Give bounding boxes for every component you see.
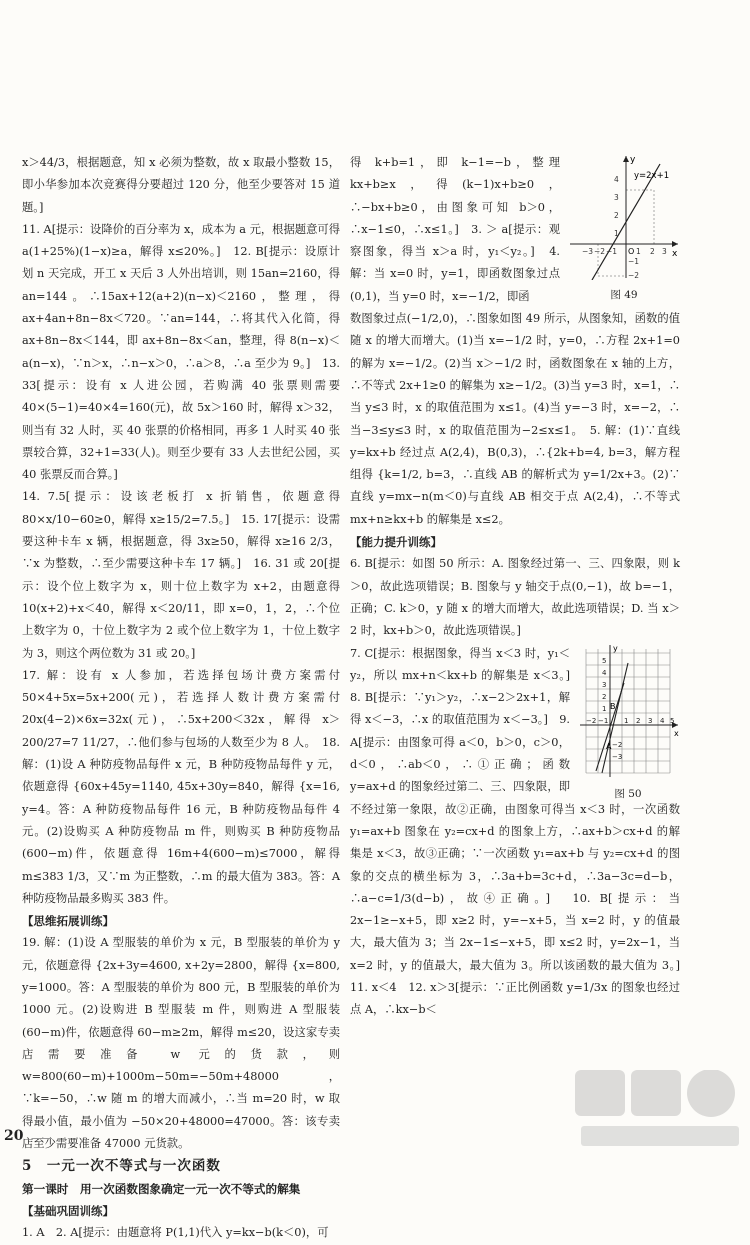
answer-paragraph: 数图象过点(−1/2,0)，∴图象如图 49 所示，从图象知，函数的值随 x 的增大而增大。(1)当 x=−1/2 时，y=0，∴方程 2x+1=0 的解为 x=−1/2。(2)当 x＞−1/2 时，函数图象在 x 轴的上方，∴不等式 2x+1≥0 的解集为 x≥−1/2。(3)当 y=3 时，x=1，∴当 y≤3 时，x 的取值范围为 x≤1。(4)当 y=−3 时，x=−2，∴当−3≤y≤3 时，x 的取值范围为−2≤x≤1。 5. 解：(1)∵直线 y=kx+b 经过点 A(2,4)，B(0,3)，∴{2k+b=4, b=3，解方程组得 {k=1/2, b=3，∴直线 AB 的解析式为 y=1/2x+3。(2)∵直线 y=mx−n(m＜0)与直线 AB 相交于点 A(2,4)，∴不等式 mx+n≥kx+b 的解集是 x≤2。 <box>350 312 680 526</box>
figure-50 <box>576 643 680 800</box>
right-column <box>350 152 692 1022</box>
y-axis-label: y <box>630 155 636 165</box>
svg-text:1: 1 <box>624 716 629 725</box>
svg-text:−2: −2 <box>628 271 640 280</box>
watermark-logo <box>575 1070 745 1150</box>
svg-text:1: 1 <box>614 229 619 238</box>
svg-text:3: 3 <box>662 247 667 256</box>
answer-paragraph: 得 k+b=1，即 k−1=−b，整理 kx+b≥x，得(k−1)x+b≥0，∴−bx+b≥0，由图象可知 b＞0，∴x−1≤0，∴x≤1。] 3. ＞ a[提示：观察图象，得当 x＞a 时，y₁＜y₂。] 4. 解：当 x=0 时，y=1，即函数图象过点(0,1)，当 y=0 时，x=−1/2，即函 <box>350 156 560 303</box>
origin-label: O <box>628 247 635 256</box>
x-axis-label: x <box>674 728 679 738</box>
answer-paragraph: x＞44/3，根据题意，知 x 必须为整数，故 x 取最小整数 15，即小华参加本次竞赛得分要超过 120 分，他至少要答对 15 道题。] <box>22 156 340 214</box>
svg-text:2: 2 <box>636 716 641 725</box>
figure-caption: 图 50 <box>614 787 642 800</box>
graph-49 <box>568 152 680 280</box>
y-axis-label: y <box>613 643 618 653</box>
lesson-title: 第一课时 用一次函数图象确定一元一次不等式的解集 <box>22 1181 301 1196</box>
svg-text:−2: −2 <box>612 740 623 749</box>
answer-paragraph: 7. C[提示：根据图象，得当 x＜3 时，y₁＜y₂，所以 mx+n＜kx+b 的解集是 x＜3。] 8. B[提示：∵y₁＞y₂，∴x−2＞2x+1，解得 x＜−3，∴x 的取值范围为 x＜−3。] 9. A[提示：由图象可得 a＜0，b＞0，c＞0，d＜0，∴ab＜0，∴①正确；函数 y=ax+d 的图象经过第二、三、四象限，即不经过第一象限，故②正确，由图象可得当 x＜3 时，一次函数 y₁=ax+b 图象在 y₂=cx+d 的图象上方，∴ax+b＞cx+d 的解集是 x＜3，故③正确；∵一次函数 y₁=ax+b 与 y₂=cx+d 的图象的交点的横坐标为 3，∴3a+b=3c+d，∴3a−3c=d−b，∴a−c=1/3(d−b)，故④正确。] 10. B[提示：当 2x−1≥−x+5，即 x≥2 时，y=−x+5，当 x=2 时，y 的值最大，最大值为 3；当 2x−1≤−x+5，即 x≤2 时，y=2x−1，当 x=2 时，y 的值最大，最大值为 3。所以该函数的最大值为 3。] 11. x＜4 12. x＞3[提示：∵正比例函数 y=1/3x 的图象也经过点 A，∴kx−b＜ <box>350 646 692 1017</box>
answer-paragraph: 14. 7.5[提示：设该老板打 x 折销售，依题意得 80×x/10−60≥0，解得 x≥15/2=7.5。] 15. 17[提示：设需要这种卡车 x 辆，根据题意，得 3x≥50，解得 x≥16 2/3，∵x 为整数，∴至少需要这种卡车 17 辆。] 16. 31 或 20[提示：设个位上数字为 x，则十位上数字为 x+2，由题意得 10(x+2)+x＜40，解得 x＜20/11，即 x=0，1，2，∴个位上数字为 0，十位上数字为 2 或个位上数字为 1，十位上数字为 3，则这个两位数为 31 或 20。] <box>22 490 340 660</box>
svg-text:−1: −1 <box>606 247 618 256</box>
left-column <box>22 152 340 1245</box>
page-number-rule <box>32 1138 52 1139</box>
graph-50 <box>576 643 680 779</box>
answer-paragraph: 6. B[提示：如图 50 所示：A. 图象经过第一、三、四象限，则 k＞0，故此选项错误；B. 图象与 y 轴交于点(0,−1)，故 b=−1，正确；C. k＞0，y 随 x 的增大而增大，故此选项错误；D. 当 x＞2 时，kx+b＞0，故此选项错误。] <box>350 557 680 638</box>
svg-text:−2: −2 <box>594 247 606 256</box>
svg-text:5: 5 <box>602 656 607 665</box>
point-a-label: A <box>606 741 612 751</box>
svg-text:−1: −1 <box>598 716 609 725</box>
svg-text:3: 3 <box>614 193 619 202</box>
svg-text:5: 5 <box>670 716 675 725</box>
svg-text:−2: −2 <box>586 716 597 725</box>
section-heading-ability: 【能力提升训练】 <box>350 535 442 550</box>
svg-text:2: 2 <box>650 247 655 256</box>
svg-text:4: 4 <box>602 668 607 677</box>
svg-text:1: 1 <box>602 704 607 713</box>
svg-text:4: 4 <box>614 175 619 184</box>
svg-text:2: 2 <box>614 211 619 220</box>
line-equation-label: y=2x+1 <box>634 171 670 181</box>
svg-text:−3: −3 <box>582 247 594 256</box>
svg-text:−3: −3 <box>612 752 623 761</box>
svg-text:3: 3 <box>602 680 607 689</box>
svg-text:−1: −1 <box>628 257 640 266</box>
x-axis-label: x <box>672 249 678 259</box>
section-heading-basic: 【基础巩固训练】 <box>22 1203 114 1218</box>
answer-paragraph: 17. 解：设有 x 人参加，若选择包场计费方案需付 50×4+5x=5x+200(元)，若选择人数计费方案需付 20x(4−2)×6x=32x(元)，∴5x+200＜32x，解得 x＞200/27=7 11/27，∴他们参与包场的人数至少为 8 人。 18. 解：(1)设 A 种防疫物品每件 x 元，B 种防疫物品每件 y 元，依题意得 {60x+45y=1140, 45x+30y=840，解得 {x=16, y=4。答：A 种防疫物品每件 16 元，B 种防疫物品每件 4 元。(2)设购买 A 种防疫物品 m 件，则购买 B 种防疫物品(600−m)件，依题意得 16m+4(600−m)≤7000，解得 m≤383 1/3，又∵m 为正整数，∴m 的最大值为 383。答：A 种防疫物品最多购买 383 件。 <box>22 668 340 905</box>
answer-paragraph: 19. 解：(1)设 A 型服装的单价为 x 元，B 型服装的单价为 y 元，依题意得 {2x+3y=4600, x+2y=2800，解得 {x=800, y=1000。答：A 型服装的单价为 800 元，B 型服装的单价为 1000 元。(2)设购进 B 型服装 m 件，则购进 A 型服装(60−m)件，依题意得 60−m≥2m，解得 m≤20，设这家专卖店需要准备 w 元的货款，则 w=800(60−m)+1000m−50m=−50m+48000，∵k=−50，∴w 随 m 的增大而减小，∴当 m=20 时，w 取得最小值，最小值为 −50×20+48000=47000。答：该专卖店至少需要准备 47000 元货款。 <box>22 936 340 1151</box>
chapter-title: 5 一元一次不等式与一次函数 <box>22 1158 221 1175</box>
answer-paragraph: 1. A 2. A[提示：由题意将 P(1,1)代入 y=kx−b(k＜0)，可 <box>22 1226 329 1240</box>
answer-paragraph: 11. A[提示：设降价的百分率为 x，成本为 a 元，根据题意可得 a(1+25%)(1−x)≥a，解得 x≤20%。] 12. B[提示：设原计划 n 天完成，开工 x 天后 3 人外出培训，则 15an=2160，得 an=144。∴15ax+12(a+2)(n−x)＜2160，整理，得 ax+4an+8n−8x＜720。∵an=144，∴将其代入化简，得 ax+8n−8x＜144，即 ax+8n−8x＜an，整理，得 8(n−x)＜a(n−x)，∵n＞x，∴n−x＞0，∴a＞8，∴a 至少为 9。] 13. 33[提示：设有 x 人进公园，若购满 40 张票则需要 40×(5−1)=40×4=160(元)，故 5x＞160 时，解得 x＞32，则当有 32 人时，买 40 张票的价格相同，再多 1 人时买 40 张票较合算，32+1=33(人)。则至少要有 33 人去世纪公园，买 40 张票反而合算。] <box>22 222 340 482</box>
svg-text:4: 4 <box>660 716 665 725</box>
section-heading-thinking: 【思维拓展训练】 <box>22 914 114 929</box>
svg-text:2: 2 <box>602 692 607 701</box>
page-number: 20 <box>4 1128 24 1144</box>
svg-text:3: 3 <box>648 716 653 725</box>
figure-49 <box>568 152 680 302</box>
point-b-label: B <box>610 701 616 711</box>
figure-caption: 图 49 <box>610 289 638 302</box>
svg-text:1: 1 <box>636 247 641 256</box>
